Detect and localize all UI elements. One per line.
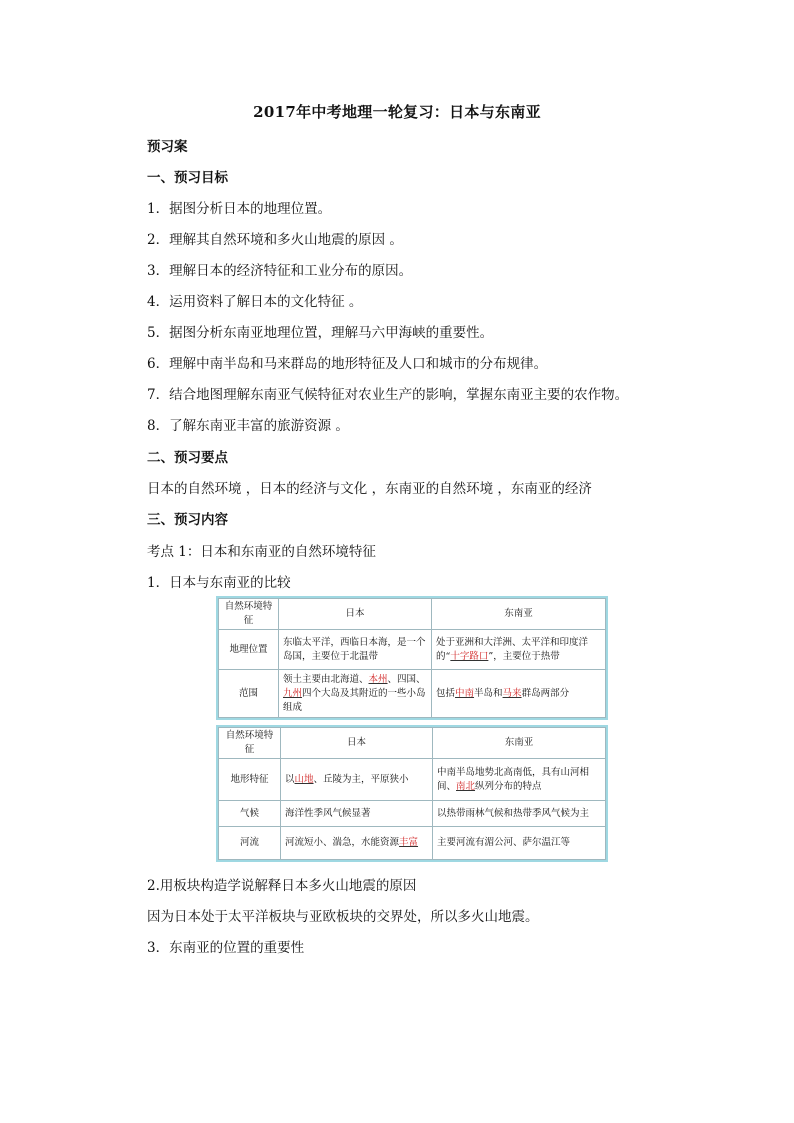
answer-text: 马来 xyxy=(502,687,522,699)
japan-cell xyxy=(281,759,433,801)
goals-heading: 一、预习目标 xyxy=(147,170,228,186)
sea-cell: 以热带雨林气候和热带季风气候为主 xyxy=(433,801,606,827)
answer-text: 山地 xyxy=(294,773,314,785)
goal-item: 1．据图分析日本的地理位置。 xyxy=(147,201,332,217)
cell-text: 群岛两部分 xyxy=(521,687,570,699)
answer-text: 本州 xyxy=(368,673,388,685)
table-header: 东南亚 xyxy=(432,599,606,630)
subsection-2-answer: 因为日本处于太平洋板块与亚欧板块的交界处，所以多火山地震。 xyxy=(147,909,539,925)
table-row xyxy=(219,801,606,827)
goal-item: 7．结合地图理解东南亚气候特征对农业生产的影响，掌握东南亚主要的农作物。 xyxy=(147,387,629,403)
row-label: 河流 xyxy=(219,827,281,860)
cell-text: 四个大岛及其附近的一些小岛组成 xyxy=(283,687,426,713)
subsection-1: 1．日本与东南亚的比较 xyxy=(147,575,291,591)
comparison-table-1 xyxy=(216,596,608,720)
cell-text: 、四国、 xyxy=(387,673,426,685)
answer-text: 丰富 xyxy=(399,837,419,848)
table-row xyxy=(219,630,606,670)
goal-item: 3．理解日本的经济特征和工业分布的原因。 xyxy=(147,263,413,279)
answer-text: 南北 xyxy=(456,780,476,792)
subsection-3: 3．东南亚的位置的重要性 xyxy=(147,940,305,956)
goal-item: 5．据图分析东南亚地理位置，理解马六甲海峡的重要性。 xyxy=(147,325,494,341)
goal-item: 2．理解其自然环境和多火山地震的原因 。 xyxy=(147,232,403,248)
page-title: 2017年中考地理一轮复习：日本与东南亚 xyxy=(253,103,541,121)
cell-text: 以 xyxy=(285,773,295,785)
section-label: 预习案 xyxy=(147,139,188,155)
table-header: 日本 xyxy=(279,599,432,630)
goal-item: 8．了解东南亚丰富的旅游资源 。 xyxy=(147,418,349,434)
comparison-table-2 xyxy=(216,725,608,862)
japan-cell xyxy=(279,670,432,718)
sea-cell xyxy=(432,670,606,718)
answer-text: 九州 xyxy=(283,687,303,699)
cell-text: 领土主要由北海道、 xyxy=(283,673,369,685)
row-label: 地理位置 xyxy=(219,630,279,670)
japan-cell xyxy=(281,827,433,860)
cell-text: 包括 xyxy=(436,687,456,699)
table-header: 日本 xyxy=(281,728,433,759)
cell-text: 河流短小、湍急，水能资源 xyxy=(285,837,400,848)
key-points-heading: 二、预习要点 xyxy=(147,450,228,466)
japan-cell: 东临太平洋，西临日本海，是一个岛国，主要位于北温带 xyxy=(279,630,432,670)
cell-text: ”，主要位于热带 xyxy=(488,650,560,662)
row-label: 气候 xyxy=(219,801,281,827)
content-heading: 三、预习内容 xyxy=(147,512,228,528)
answer-text: 中南 xyxy=(455,687,475,699)
cell-text: 、丘陵为主，平原狭小 xyxy=(313,773,409,785)
cell-text: 半岛和 xyxy=(474,687,503,699)
japan-cell: 海洋性季风气候显著 xyxy=(281,801,433,827)
row-label: 地形特征 xyxy=(219,759,281,801)
cell-text: 处于亚洲和大洋洲、太平洋和印度洋的“ xyxy=(436,636,589,662)
goal-item: 4．运用资料了解日本的文化特征 。 xyxy=(147,294,363,310)
table-header: 自然环境特征 xyxy=(219,599,279,630)
cell-text: 纵列分布的特点 xyxy=(475,780,542,792)
sea-cell xyxy=(433,759,606,801)
table-row xyxy=(219,827,606,860)
table-row xyxy=(219,759,606,801)
row-label: 范围 xyxy=(219,670,279,718)
answer-text: 十字路口 xyxy=(450,650,489,662)
key-points-text: 日本的自然环境 ，日本的经济与文化 ，东南亚的自然环境 ，东南亚的经济 xyxy=(147,481,592,497)
goal-item: 6．理解中南半岛和马来群岛的地形特征及人口和城市的分布规律。 xyxy=(147,356,548,372)
sea-cell: 主要河流有湄公河、萨尔温江等 xyxy=(433,827,606,860)
cell-text: 中南半岛地势北高南低，具有山河相间、 xyxy=(437,766,590,792)
table-header: 东南亚 xyxy=(433,728,606,759)
topic-1: 考点 1：日本和东南亚的自然环境特征 xyxy=(147,544,376,560)
subsection-2: 2.用板块构造学说解释日本多火山地震的原因 xyxy=(147,878,417,894)
table-row xyxy=(219,670,606,718)
table-header: 自然环境特征 xyxy=(219,728,281,759)
sea-cell xyxy=(432,630,606,670)
